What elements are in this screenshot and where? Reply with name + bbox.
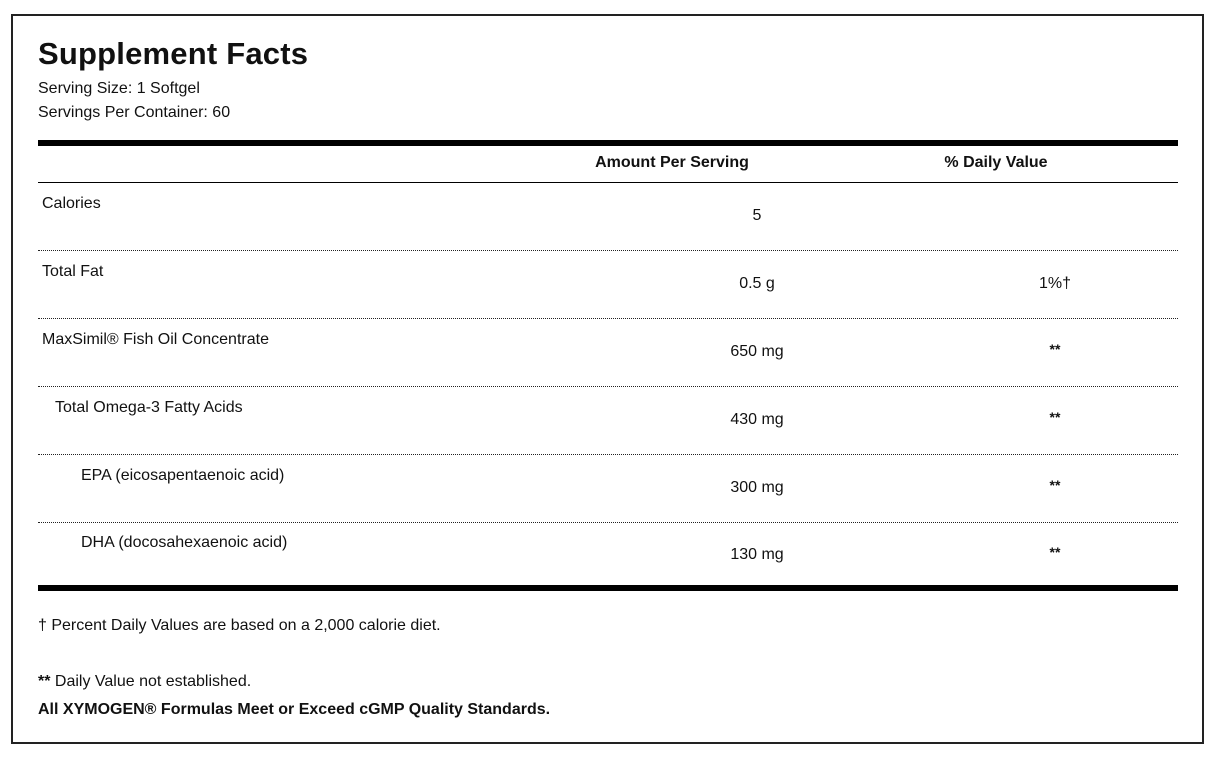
nutrient-daily-value: ** [1049,544,1061,560]
nutrient-amount: 430 mg [730,411,784,428]
bottom-thick-rule [38,585,1178,591]
nutrient-amount: 300 mg [730,479,784,496]
nutrient-name: MaxSimil® Fish Oil Concentrate [42,331,269,348]
nutrient-amount: 5 [752,207,762,224]
nutrient-daily-value: ** [1049,409,1061,425]
nutrient-name: EPA (eicosapentaenoic acid) [81,467,285,484]
top-thick-rule [38,140,1178,146]
nutrient-row-calories [38,183,1178,251]
nutrient-row-dha [38,522,1178,585]
nutrient-row-epa [38,455,1178,523]
nutrient-daily-value: 1%† [1038,275,1072,292]
percent-daily-value-footnote: † Percent Daily Values are based on a 2,000 calorie diet. [38,617,441,634]
nutrient-row-total-fat [38,251,1178,319]
serving-size: Serving Size: 1 Softgel [38,80,200,97]
amount-column-header: Amount Per Serving [595,154,749,171]
not-established-text: Daily Value not established. [50,673,252,690]
nutrient-name: DHA (docosahexaenoic acid) [81,534,288,551]
servings-per-container: Servings Per Container: 60 [38,104,231,121]
nutrient-amount: 650 mg [730,343,784,360]
daily-value-column-header: % Daily Value [944,154,1048,171]
nutrient-daily-value: ** [1049,341,1061,357]
panel-title: Supplement Facts [38,36,309,71]
nutrient-name: Total Fat [42,263,104,280]
nutrient-row-fish-oil [38,319,1178,387]
nutrient-name: Calories [42,195,101,212]
quality-statement: All XYMOGEN® Formulas Meet or Exceed cGMP Quality Standards. [38,701,551,718]
nutrient-amount: 0.5 g [739,275,775,292]
nutrient-row-omega-3 [38,387,1178,455]
nutrient-name: Total Omega-3 Fatty Acids [55,399,243,416]
nutrient-daily-value: ** [1049,477,1061,493]
nutrient-amount: 130 mg [730,546,784,563]
not-established-footnote [38,673,251,691]
not-established-marker: ** [38,673,51,690]
